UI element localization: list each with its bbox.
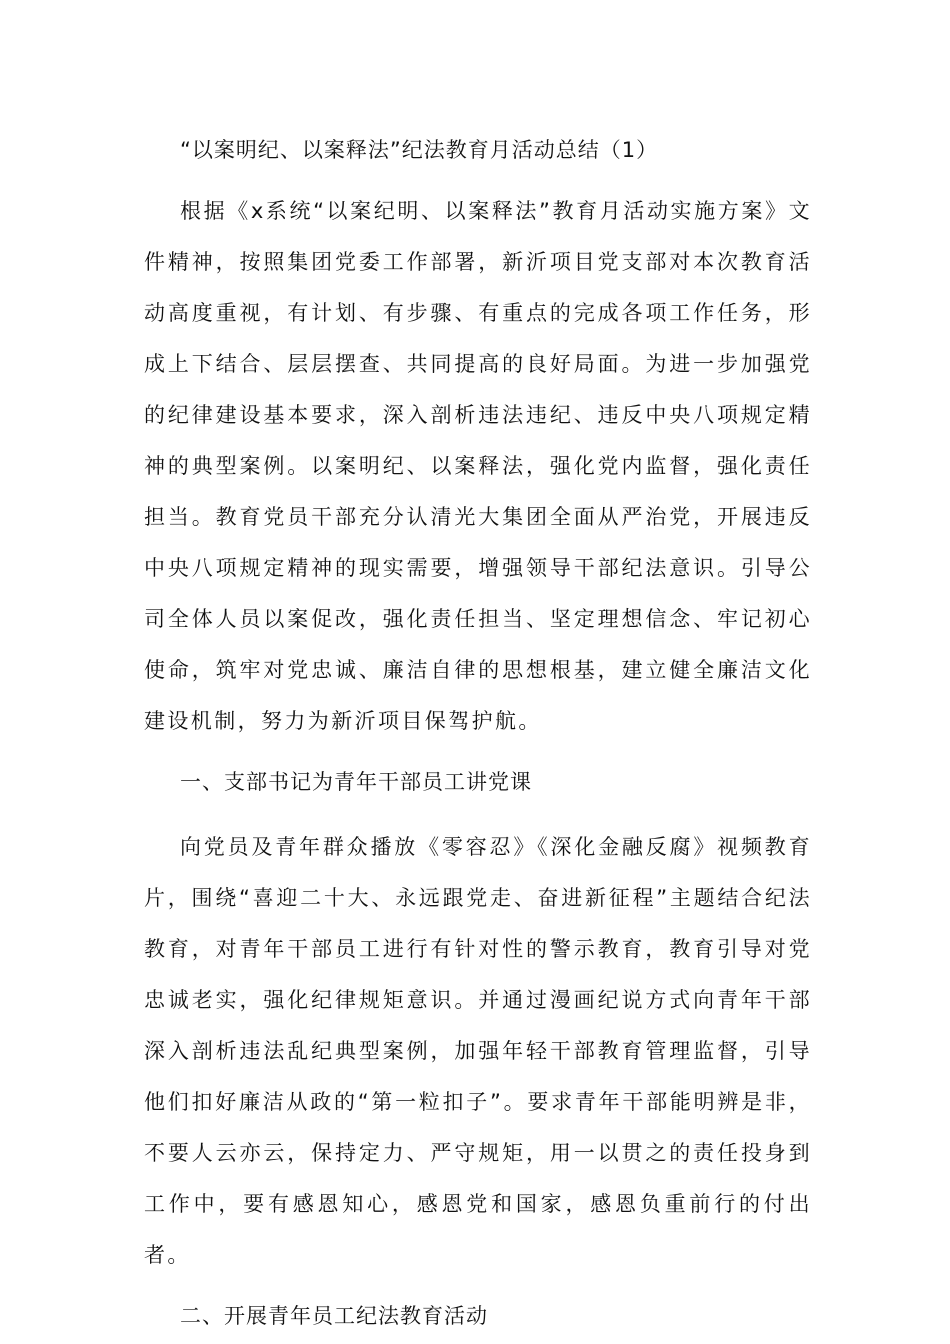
section-1-paragraph: 向党员及青年群众播放《零容忍》《深化金融反腐》视频教育片，围绕“喜迎二十大、永远跟党走、奋进新征程”主题结合纪法教育，对青年干部员工进行有针对性的警示教育，教育引导对党忠诚老实，强化纪律规矩意识。并通过漫画纪说方式向青年干部深入剖析违法乱纪典型案例，加强年轻干部教育管理监督，引导他们扣好廉洁从政的“第一粒扣子”。要求青年干部能明辨是非，不要人云亦云，保持定力、严守规矩，用一以贯之的责任投身到工作中，要有感恩知心，感恩党和国家，感恩负重前行的付出者。 bbox=[144, 835, 812, 1267]
intro-paragraph: 根据《x系统“以案纪明、以案释法”教育月活动实施方案》文件精神，按照集团党委工作部署，新沂项目党支部对本次教育活动高度重视，有计划、有步骤、有重点的完成各项工作任务，形成上下结合、层层摆查、共同提高的良好局面。为进一步加强党的纪律建设基本要求，深入剖析违法违纪、违反中央八项规定精神的典型案例。以案明纪、以案释法，强化党内监督，强化责任担当。教育党员干部充分认清光大集团全面从严治党，开展违反中央八项规定精神的现实需要，增强领导干部纪法意识。引导公司全体人员以案促改，强化责任担当、坚定理想信念、牢记初心使命，筑牢对党忠诚、廉洁自律的思想根基，建立健全廉洁文化建设机制，努力为新沂项目保驾护航。 bbox=[144, 199, 812, 733]
document-title: “以案明纪、以案释法”纪法教育月活动总结（1） bbox=[180, 138, 659, 162]
section-2-heading: 二、开展青年员工纪法教育活动 bbox=[180, 1304, 488, 1328]
section-1-heading: 一、支部书记为青年干部员工讲党课 bbox=[180, 770, 532, 794]
document-body bbox=[144, 132, 812, 1342]
